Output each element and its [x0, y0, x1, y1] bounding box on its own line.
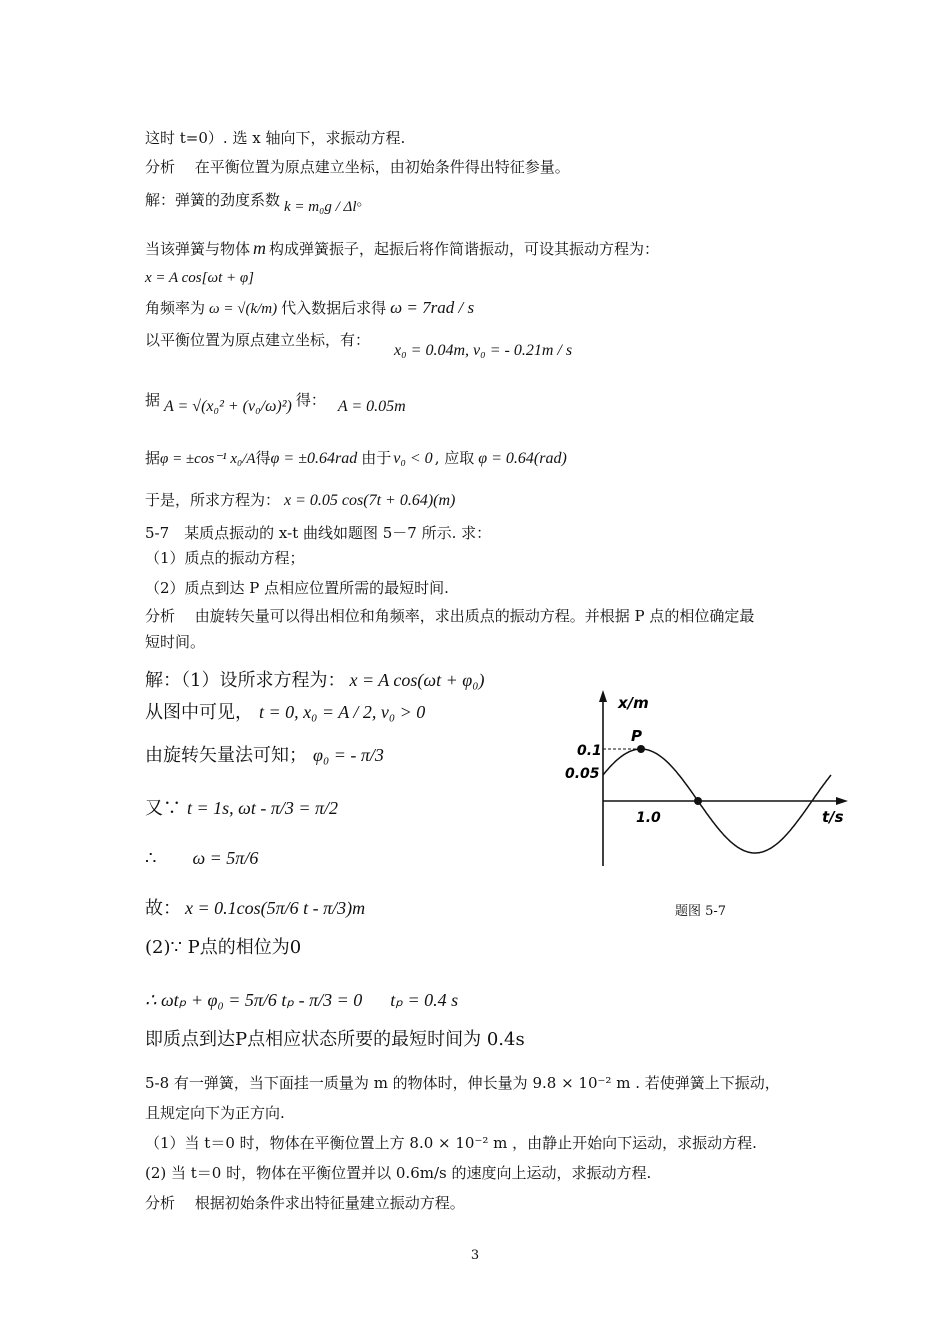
text-line — [145, 448, 567, 469]
figure-caption: 题图 5-7 — [675, 904, 727, 919]
solution-step — [145, 798, 338, 819]
point-p — [637, 745, 645, 753]
text-span: 从图中可见， — [145, 702, 253, 723]
equation: ∴ ωtₚ + φ₀ = 5π/6 tₚ - π/3 = 0 — [145, 990, 363, 1010]
equation: A = 0.05m — [337, 398, 406, 415]
equation: φ = 0.64(rad) — [478, 450, 567, 467]
text-span: 由于 — [361, 449, 392, 467]
equation: x = A cos(ωt + φ₀) — [349, 670, 485, 690]
analysis-text: 分析 由旋转矢量可以得出相位和角频率，求出质点的振动方程。并根据 P 点的相位确定最 — [145, 607, 755, 625]
text-span: 当该弹簧与物体 — [145, 240, 251, 258]
text-span: 构成弹簧振子，起振后将作简谐振动，可设其振动方程为： — [269, 240, 660, 258]
y-axis-label: x/m — [618, 694, 649, 712]
y-tick-mid: 0.05 — [565, 766, 600, 782]
axes — [599, 690, 848, 866]
equation: x = 0.05 cos(7t + 0.64)(m) — [284, 492, 456, 509]
xt-graph — [560, 688, 850, 878]
equation: x = A cos[ωt + φ] — [145, 270, 254, 286]
solution-step: (2)∵ P点的相位为0 — [145, 937, 302, 958]
analysis-text: 分析 在平衡位置为原点建立坐标，由初始条件得出特征参量。 — [145, 158, 570, 176]
equation: ω = 7rad / s — [390, 298, 475, 317]
point-zero-crossing — [694, 797, 702, 805]
equation: φ = ±cos⁻¹ x₀/A — [160, 451, 256, 467]
solution-step: 即质点到达P点相应状态所要的最短时间为 0.4s — [145, 1029, 525, 1050]
problem-5-7-part2: （2）质点到达 P 点相应位置所需的最短时间. — [145, 579, 449, 597]
equation: v₀ < 0 — [393, 450, 433, 467]
problem-5-8-part1: （1）当 t＝0 时，物体在平衡位置上方 8.0 × 10⁻² m ，由静止开始向下运动，求振动方程. — [145, 1134, 757, 1152]
text-line — [145, 238, 659, 259]
text-span: 得 — [255, 449, 271, 467]
text-line — [145, 298, 474, 319]
text-span: 角频率为 — [145, 299, 206, 317]
text-span: 于是，所求方程为： — [145, 491, 281, 509]
text-span: 由旋转矢量法可知； — [145, 745, 307, 766]
mass-symbol: m — [253, 238, 267, 258]
text-span: 代入数据后求得 — [281, 299, 387, 317]
equation: x = 0.1cos(5π/6 t - π/3)m — [185, 898, 366, 918]
equation: t = 1s, ωt - π/3 = π/2 — [187, 798, 339, 818]
equation: t = 0, x₀ = A / 2, v₀ > 0 — [259, 702, 426, 722]
page-number: 3 — [470, 1248, 480, 1263]
text-span: 据 — [145, 391, 161, 409]
p-label: P — [631, 727, 642, 745]
equation: x₀ = 0.04m, v₀ = - 0.21m / s — [394, 342, 573, 359]
problem-5-7-part1: （1）质点的振动方程； — [145, 549, 305, 567]
text-line: 这时 t=0）. 选 x 轴向下，求振动方程. — [145, 129, 406, 147]
solution-line — [145, 190, 372, 215]
text-span: 据 — [145, 449, 161, 467]
analysis-text: 分析 根据初始条件求出特征量建立振动方程。 — [145, 1194, 465, 1212]
text-span: 解：（1）设所求方程为： — [145, 670, 346, 691]
text-span: 故： — [145, 898, 181, 919]
equation: k = m₀g / Δl — [284, 199, 357, 215]
problem-5-7: 5-7 某质点振动的 x-t 曲线如题图 5－7 所示. 求： — [145, 524, 492, 542]
punct: 。 — [356, 191, 372, 209]
x-axis-label: t/s — [822, 808, 844, 826]
problem-5-8: 且规定向下为正方向. — [145, 1104, 285, 1122]
y-axis-arrow — [599, 690, 607, 702]
equation: ω = √(k/m) — [209, 301, 278, 317]
solution-step — [145, 745, 384, 766]
text-span: 以平衡位置为原点建立坐标，有： — [145, 331, 371, 349]
problem-5-8: 5-8 有一弹簧，当下面挂一质量为 m 的物体时，伸长量为 9.8 × 10⁻² m . 若使弹簧上下振动， — [145, 1074, 780, 1092]
solution-step — [145, 702, 425, 723]
x-tick: 1.0 — [636, 810, 661, 826]
equation: tₚ = 0.4 s — [390, 990, 459, 1010]
y-tick-top: 0.1 — [577, 743, 602, 759]
analysis-text: 短时间。 — [145, 633, 206, 651]
solution-step — [145, 990, 458, 1011]
equation: φ = ±0.64rad — [270, 450, 358, 467]
x-axis-arrow — [836, 797, 848, 805]
problem-5-8-part2: (2) 当 t＝0 时，物体在平衡位置并以 0.6m/s 的速度向上运动，求振动方程. — [145, 1164, 652, 1182]
solution-label: 解：弹簧的劲度系数 — [145, 191, 281, 209]
solution-step — [145, 848, 258, 869]
text-line — [145, 390, 406, 415]
solution-step — [145, 670, 485, 691]
equation: A = √(x₀² + (v₀/ω)²) — [164, 398, 292, 415]
text-span: , 应取 — [434, 449, 475, 467]
solution-step — [145, 898, 365, 919]
text-line — [145, 490, 455, 511]
text-span: 得： — [295, 391, 326, 409]
text-span: 又∵ — [145, 798, 181, 819]
text-span: ∴ — [145, 848, 157, 869]
equation: ω = 5π/6 — [192, 848, 259, 868]
equation: φ₀ = - π/3 — [313, 745, 384, 765]
text-line — [145, 330, 573, 359]
